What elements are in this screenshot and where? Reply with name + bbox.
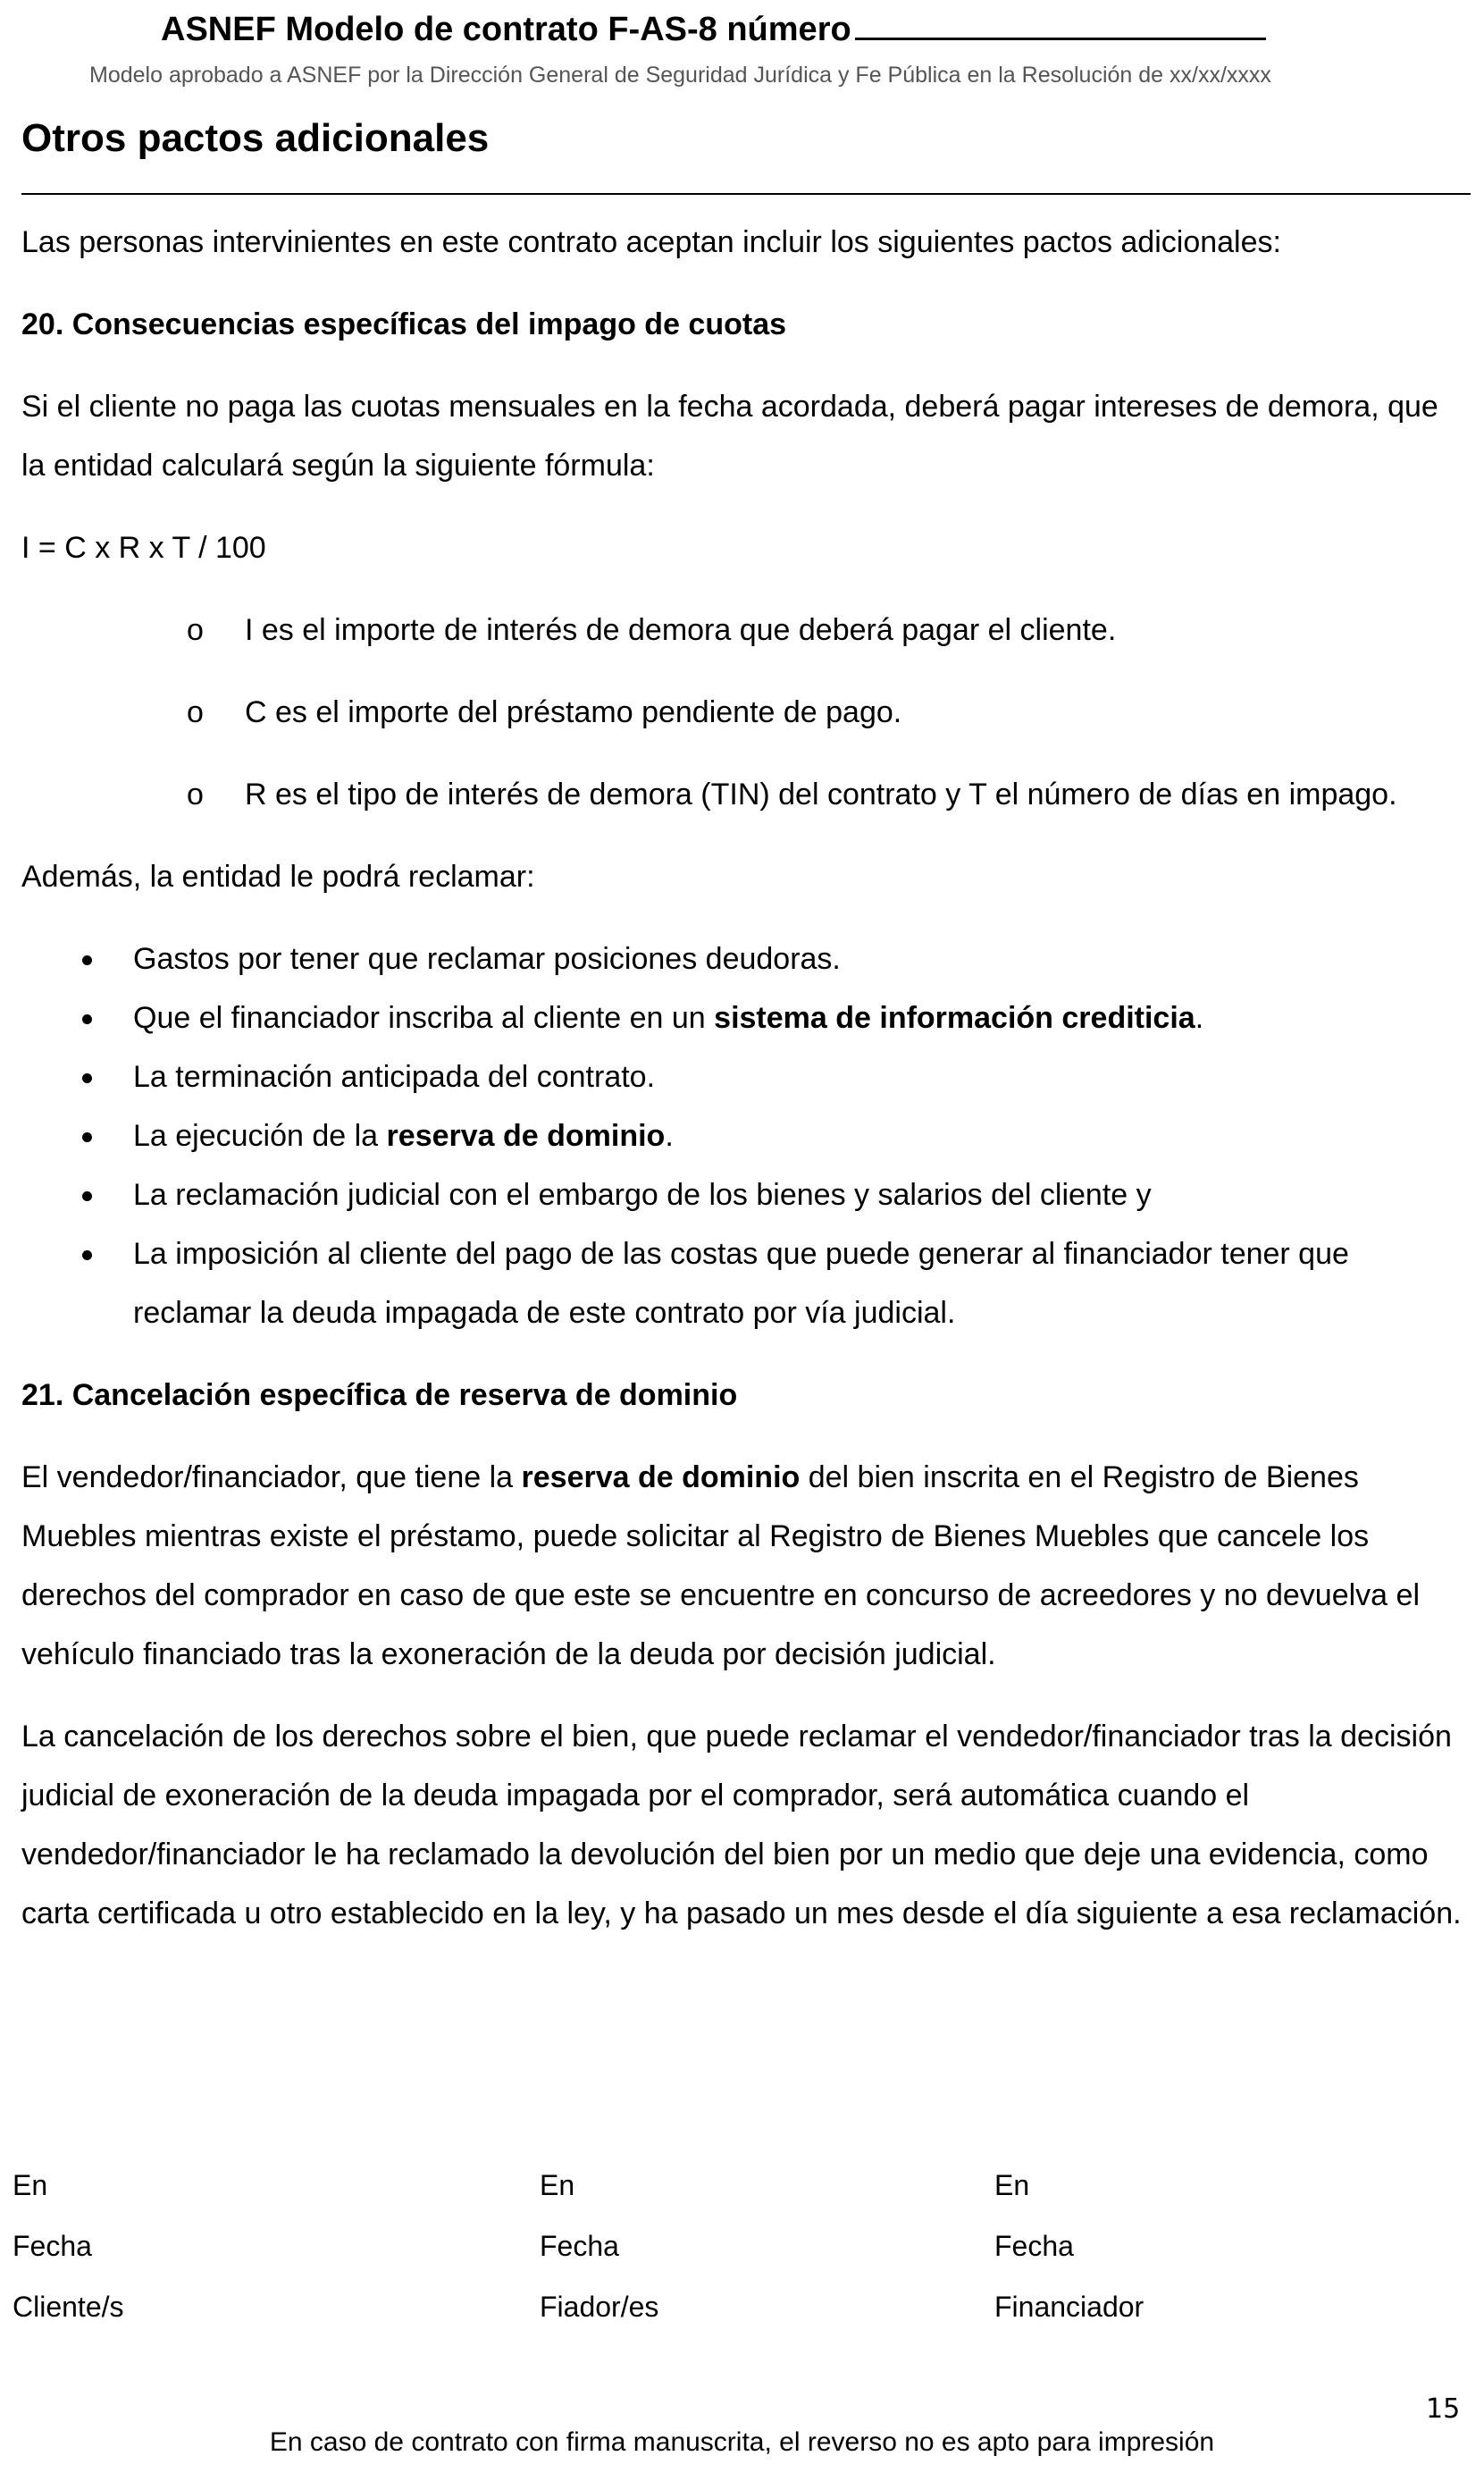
section-divider — [21, 193, 1471, 195]
bullet-icon — [82, 955, 92, 965]
claims-list — [21, 929, 1469, 1342]
formula-definitions-list — [21, 601, 1469, 824]
clause-20-title: 20. Consecuencias específicas del impago de cuotas — [21, 307, 787, 341]
signature-place-label: En — [994, 2169, 1030, 2201]
definition-text: C es el importe del préstamo pendiente de pago. — [245, 695, 902, 729]
footer-note: En caso de contrato con firma manuscrita, el reverso no es apto para impresión — [269, 2427, 1215, 2457]
signature-date-label: Fecha — [994, 2230, 1074, 2262]
paragraph-text: El vendedor/financiador, que tiene la — [21, 1460, 522, 1494]
page-number: 15 — [1426, 2393, 1461, 2425]
list-item — [21, 601, 1469, 660]
list-marker: o — [187, 778, 204, 812]
claim-text-end: . — [1195, 1001, 1204, 1035]
bullet-icon — [82, 1014, 92, 1024]
clause-20-text: Si el cliente no paga las cuotas mensuales en la fecha acordada, deberá pagar intereses de demora, que la entidad calculará según la siguiente fórmula: — [21, 390, 1438, 483]
signature-column-financier — [994, 2163, 1144, 2345]
claim-bold-term: sistema de información crediticia — [714, 1001, 1195, 1035]
interest-formula: I = C x R x T / 100 — [21, 531, 266, 565]
list-item — [21, 929, 1469, 988]
list-item — [21, 1224, 1469, 1342]
signature-column-client — [13, 2163, 124, 2345]
bullet-icon — [82, 1191, 92, 1201]
definition-text: I es el importe de interés de demora que deberá pagar el cliente. — [245, 613, 1117, 647]
signature-party-label: Financiador — [994, 2291, 1144, 2323]
section-title: Otros pactos adicionales — [21, 116, 490, 160]
claim-bold-term: reserva de dominio — [386, 1119, 666, 1153]
bullet-icon — [82, 1250, 92, 1260]
paragraph-text-end: del bien inscrita en el Registro de Bienes Muebles mientras existe el préstamo, puede solicitar al Registro de Bienes Muebles que cancele los derechos del comprador en caso de que este se encuentre en concurso de acreedores y no devuelva el vehículo financiado tras la exoneración de la deuda por decisión judicial. — [21, 1460, 1420, 1671]
signature-date-label: Fecha — [13, 2230, 92, 2262]
list-item — [21, 1047, 1469, 1106]
list-item — [21, 1106, 1469, 1165]
signature-column-guarantor — [540, 2163, 658, 2345]
signature-block — [13, 2163, 1469, 2351]
header-subtitle: Modelo aprobado a ASNEF por la Dirección General de Seguridad Jurídica y Fe Pública en la Resolución de xx/xx/xxxx — [89, 63, 1271, 88]
signature-date-label: Fecha — [540, 2230, 619, 2262]
claim-text: Gastos por tener que reclamar posiciones deudoras. — [133, 942, 841, 976]
paragraph-bold-term: reserva de dominio — [521, 1460, 801, 1494]
signature-party-label: Fiador/es — [540, 2291, 659, 2323]
list-item — [21, 683, 1469, 742]
clause-21-paragraph-2: La cancelación de los derechos sobre el bien, que puede reclamar el vendedor/financiador tras la decisión judicial de exoneración de la deuda impagada por el comprador, será automática cuando el vendedor/financiador le ha reclamado la devolución del bien por un medio que deje una evidencia, como carta certificada u otro establecido en la ley, y ha pasado un mes desde el día siguiente a esa reclamación. — [21, 1720, 1462, 1930]
bullet-icon — [82, 1073, 92, 1083]
claim-text: Que el financiador inscriba al cliente en un — [133, 1001, 715, 1035]
list-marker: o — [187, 613, 204, 647]
list-item — [21, 1165, 1469, 1224]
signature-place-label: En — [13, 2169, 48, 2201]
definition-text: R es el tipo de interés de demora (TIN) del contrato y T el número de días en impago. — [245, 778, 1397, 812]
signature-place-label: En — [540, 2169, 575, 2201]
clause-21-title: 21. Cancelación específica de reserva de dominio — [21, 1378, 738, 1412]
claim-text: La terminación anticipada del contrato. — [133, 1060, 656, 1094]
list-marker: o — [187, 695, 204, 729]
clause-21-paragraph-1 — [21, 1448, 1469, 1684]
signature-party-label: Cliente/s — [13, 2291, 124, 2323]
claim-text: La ejecución de la — [133, 1119, 387, 1153]
list-item — [21, 988, 1469, 1047]
document-body — [21, 213, 1469, 1966]
claims-intro: Además, la entidad le podrá reclamar: — [21, 860, 535, 894]
claim-text-end: . — [665, 1119, 674, 1153]
contract-number-blank-line — [855, 7, 1266, 40]
claim-text: La imposición al cliente del pago de las costas que puede generar al financiador tener que reclamar la deuda impagada de este contrato por vía judicial. — [133, 1237, 1349, 1330]
section-intro: Las personas intervinientes en este contrato aceptan incluir los siguientes pactos adicionales: — [21, 225, 1281, 259]
header-title-text: ASNEF Modelo de contrato F-AS-8 número — [161, 11, 851, 48]
document-header-title — [161, 7, 1266, 49]
bullet-icon — [82, 1132, 92, 1142]
list-item — [21, 765, 1469, 824]
claim-text: La reclamación judicial con el embargo de los bienes y salarios del cliente y — [133, 1178, 1152, 1212]
